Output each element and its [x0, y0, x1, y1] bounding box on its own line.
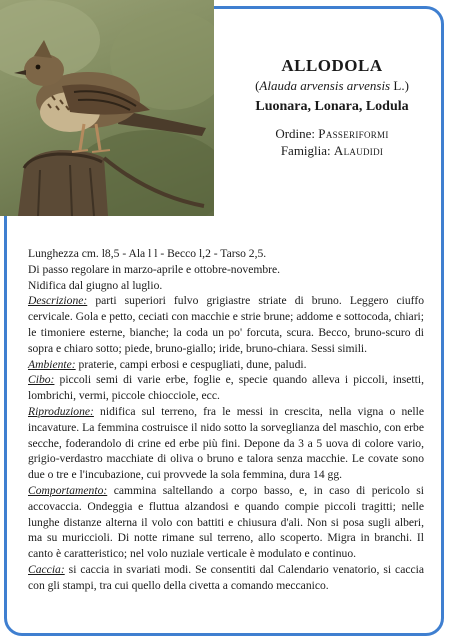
reproduction-paragraph: [28, 404, 424, 483]
order-value: Passeriformi: [318, 126, 389, 141]
local-names: Luonara, Lonara, Lodula: [255, 99, 409, 114]
reproduction-label: Riproduzione:: [28, 404, 94, 418]
order-row: [214, 125, 450, 142]
description-paragraph: [28, 293, 424, 356]
habitat-label: Ambiente:: [28, 357, 76, 371]
family-row: [214, 142, 450, 159]
food-paragraph: [28, 372, 424, 404]
common-name: ALLODOLA: [281, 56, 383, 75]
scientific-name: Alauda arvensis arvensis: [259, 78, 391, 93]
scientific-name-line: (Alauda arvensis arvensis L.): [255, 78, 409, 93]
species-header: [214, 56, 450, 159]
hunting-label: Caccia:: [28, 562, 65, 576]
nesting-period: Nidifica dal giugno al luglio.: [28, 278, 163, 292]
skylark-photo: [0, 0, 214, 216]
habitat-text: praterie, campi erbosi e cespugliati, dune, paludi.: [75, 357, 307, 371]
author: L.: [393, 78, 405, 93]
description-label: Descrizione:: [28, 294, 88, 308]
hunting-paragraph: [28, 562, 424, 594]
family-label: Famiglia:: [280, 143, 331, 158]
bird-illustration: [0, 0, 214, 216]
habitat-paragraph: [28, 357, 424, 373]
passage: Di passo regolare in marzo-aprile e ottobre-novembre.: [28, 262, 281, 276]
measurements: Lunghezza cm. l8,5 - Ala l l - Becco l,2 - Tarso 2,5.: [28, 247, 267, 260]
reproduction-text: nidifica sul terreno, fra le messi in crescita, nella vigna o nelle incavature. La femmina costruisce il nido sotto la sorveglianza del maschio, con erbe secche, foderandolo di crine ed erbe più fini. Depone da 3 a 5 uova di colore vario, grigio-verdastro macchiate di oliva o bruno e talora senza macchie. Le covate sono due o tre e l'incubazione, cui provvede la sola femmina, dura 14 gg.: [28, 404, 424, 482]
behavior-label: Comportamento:: [28, 483, 108, 497]
family-value: Alaudidi: [333, 143, 384, 158]
species-description: [28, 246, 424, 594]
behavior-text: cammina saltellando a corpo basso, e, in caso di pericolo si accovaccia. Ondeggia e fluttua alzandosi e quando compie piccoli tragitti; nelle lunghe distanze alterna il volo con battiti e chiusura d'ali. Non si posa sugli alberi, ma su muriccioli. Di notte rimane sul terreno, allo scoperto. Migra in branchi. Il canto è caratteristico; nel volo nuziale verticale è modulato e continuo.: [28, 483, 424, 561]
order-label: Ordine:: [275, 126, 316, 141]
hunting-text: si caccia in svariati modi. Se consentiti dal Calendario venatorio, si caccia con gli stampi, tra cui quello della civetta a comando meccanico.: [28, 562, 424, 592]
behavior-paragraph: [28, 483, 424, 562]
food-label: Cibo:: [28, 373, 55, 387]
food-text: piccoli semi di varie erbe, foglie e, specie quando alleva i piccoli, insetti, lombrichi, vermi, piccole chiocciole, ecc.: [28, 373, 424, 403]
description-text: parti superiori fulvo grigiastre striate di bruno. Leggero ciuffo cervicale. Gola e petto, ceciati con macchie e strie brune; addome e sottocoda, chiari; le timoniere esterne, bianche; la coda un po' forcuta, scura. Becco, bruno-scuro di sopra e chiaro sotto; piede, bruno-giallo; iride, bruno-chiara. Sessi simili.: [28, 294, 424, 355]
